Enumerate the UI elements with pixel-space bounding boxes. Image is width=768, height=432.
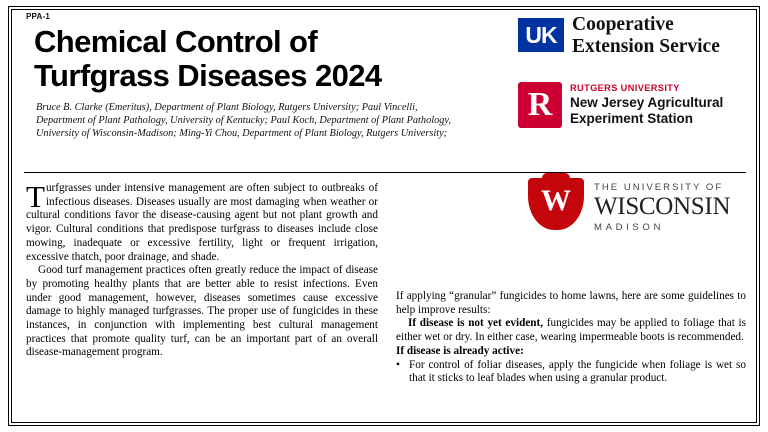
uk-logo-line-2: Extension Service [572, 36, 720, 57]
author-list: Bruce B. Clarke (Emeritus), Department of Plant Biology, Rutgers University; Paul Vincelli, Department of Plant Pathology, University of Kentucky; Paul Koch, Department of Plant Pathology, University of Wisconsin-Madison; Ming-Yi Chou, Department of Plant Biology, Rutgers University; [36, 102, 451, 140]
already-active-heading: If disease is already active: [396, 344, 524, 357]
foliar-disease-bullet-text: For control of foliar diseases, apply the fungicide when foliage is wet so that it sticks to leaf blades when using a granular product. [409, 358, 746, 385]
not-yet-evident-heading: If disease is not yet evident, [408, 317, 544, 330]
wisconsin-logo-line-3: MADISON [594, 222, 664, 233]
rutgers-logo-line-2: Experiment Station [570, 111, 694, 126]
uk-logo-line-1: Cooperative [572, 14, 674, 35]
wisconsin-crest-icon [528, 178, 584, 240]
wisconsin-madison-logo [516, 178, 748, 244]
wisconsin-logo-text [594, 182, 748, 233]
body-paragraph-2: Good turf management practices often greatly reduce the impact of disease by promoting healthy plants that are better able to resist infections. Even under good management, however, diseases sometimes cause excessive damage to highly managed turfgrasses. The proper use of fungicides in these instances, in conjunction with implementing best cultural management practices that promote quality turf, can be an important part of an overall disease-management program. [26, 264, 378, 359]
rutgers-logo-text [570, 95, 750, 127]
wisconsin-logo-line-1: THE UNIVERSITY OF [594, 182, 724, 193]
drop-cap: T [26, 179, 45, 214]
not-yet-evident-paragraph [396, 317, 746, 344]
body-column-left [26, 179, 378, 360]
rutgers-njaes-logo [518, 82, 748, 130]
bullet-icon: • [396, 358, 400, 371]
header-divider [24, 172, 746, 173]
title-line-2: Turfgrass Diseases 2024 [34, 58, 382, 93]
rutgers-shield-icon: R [518, 82, 562, 128]
uk-logo-text [572, 14, 720, 58]
wisconsin-crest-letter: W [541, 184, 571, 217]
not-yet-evident-text: fungicides may be applied to foliage that is either wet or dry. In either case, wearing impermeable boots is recommended. [396, 317, 747, 344]
list-item [396, 359, 746, 386]
body-paragraph-1 [26, 179, 378, 264]
page-title [34, 25, 474, 93]
uk-monogram-icon: UK [518, 18, 564, 52]
title-line-1: Chemical Control of [34, 24, 318, 59]
rutgers-eyebrow-text: RUTGERS UNIVERSITY [570, 83, 680, 93]
publication-code: PPA-1 [26, 12, 50, 21]
wisconsin-logo-line-2: WISCONSIN [594, 193, 731, 220]
rutgers-logo-line-1: New Jersey Agricultural [570, 95, 724, 110]
uk-cooperative-extension-logo [518, 14, 746, 60]
granular-intro-paragraph: If applying “granular” fungicides to home lawns, here are some guidelines to help improve results: [396, 290, 746, 316]
body-paragraph-1-text: urfgrasses under intensive management are often subject to outbreaks of infectious diseases. Diseases usually are most damaging when weather or cultural conditions favor the disease-causing agent but not plant growth and vigor. Cultural conditions that predispose turfgrass to diseases include close mowing, inadequate or excessive fertility, light or frequent irrigation, excessive thatch, poor drainage, and shade. [26, 182, 378, 263]
body-column-right [396, 290, 746, 386]
